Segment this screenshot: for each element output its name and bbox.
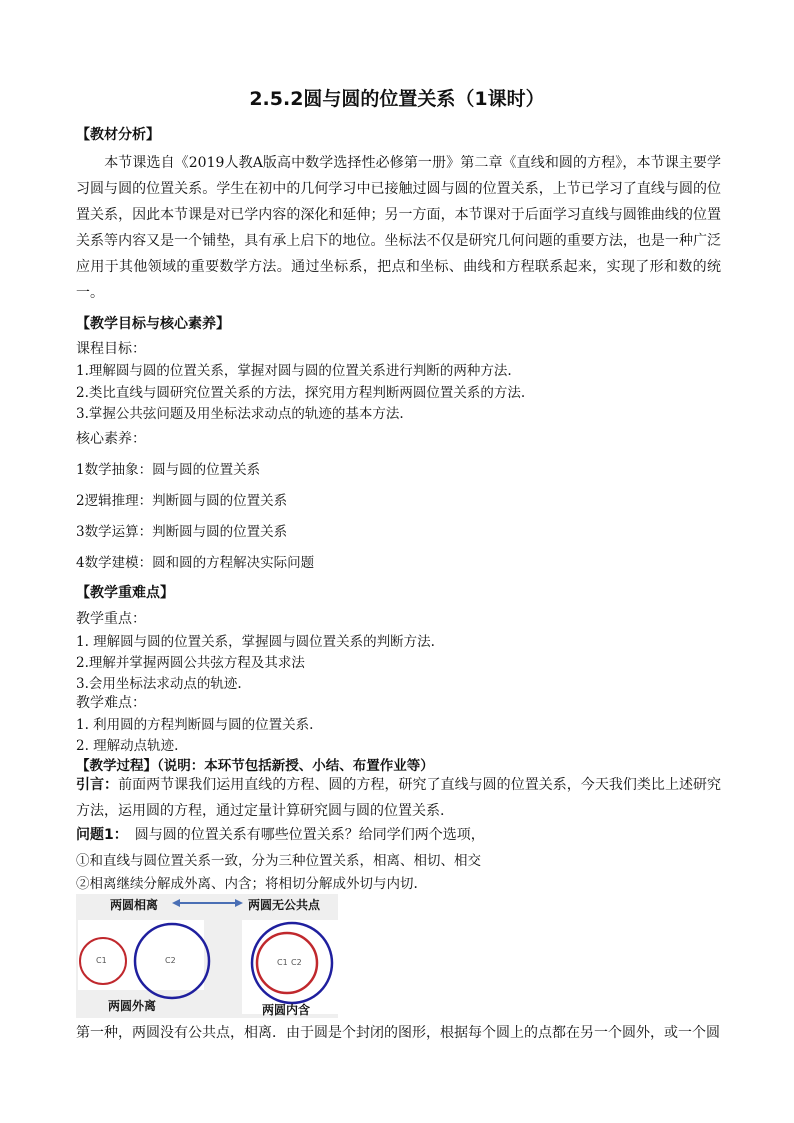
- difficult-points-label: 教学难点：: [76, 695, 146, 711]
- arrow-head-right: [235, 899, 243, 907]
- intro-text: 前面两节课我们运用直线的方程、圆的方程，研究了直线与圆的位置关系，今天我们类比上述研究方法，运用圆的方程，通过定量计算研究圆与圆的位置关系.: [76, 777, 722, 819]
- center-label-c2: C2: [165, 956, 176, 965]
- option-1: ①和直线与圆位置关系一致，分为三种位置关系，相离、相切、相交: [76, 853, 481, 869]
- key-point-item: 2.理解并掌握两圆公共弦方程及其求法: [76, 655, 305, 671]
- course-goal-item: 2.类比直线与圆研究位置关系的方法，探究用方程判断两圆位置关系的方法.: [76, 385, 526, 401]
- option-2: ②相离继续分解成外离、内含；将相切分解成外切与内切.: [76, 876, 418, 892]
- core-literacy-item: 3数学运算：判断圆与圆的位置关系: [76, 524, 288, 540]
- core-literacy-item: 2逻辑推理：判断圆与圆的位置关系: [76, 493, 288, 509]
- center-label-c2-inner: C2: [291, 958, 302, 967]
- label-no-common-point: 两圆无公共点: [248, 898, 321, 912]
- section-heading-difficulty: 【教学重难点】: [76, 585, 174, 601]
- core-literacy-item: 4数学建模：圆和圆的方程解决实际问题: [76, 555, 315, 571]
- label-external: 两圆外离: [108, 999, 157, 1013]
- center-label-c1-inner: C1: [277, 958, 288, 967]
- core-literacy-label: 核心素养：: [76, 431, 146, 447]
- key-point-item: 3.会用坐标法求动点的轨迹.: [76, 676, 242, 692]
- arrow-head-left: [172, 899, 180, 907]
- section-heading-goals: 【教学目标与核心素养】: [76, 316, 230, 332]
- course-goal-item: 3.掌握公共弦问题及用坐标法求动点的轨迹的基本方法.: [76, 406, 404, 422]
- course-goals-label: 课程目标：: [76, 341, 146, 357]
- last-paragraph-line: 第一种，两圆没有公共点，相离．由于圆是个封闭的图形，根据每个圆上的点都在另一个圆外，或一个圆: [76, 1025, 720, 1041]
- question-1-text: 圆与圆的位置关系有哪些位置关系？给同学们两个选项，: [120, 827, 485, 843]
- section-heading-process: 【教学过程】（说明：本环节包括新授、小结、布置作业等）: [76, 758, 434, 774]
- label-separate: 两圆相离: [110, 898, 159, 912]
- course-goal-item: 1.理解圆与圆的位置关系，掌握对圆与圆的位置关系进行判断的两种方法.: [76, 363, 512, 379]
- label-internal: 两圆内含: [262, 1003, 311, 1017]
- section-heading-analysis: 【教材分析】: [76, 127, 160, 143]
- difficult-point-item: 2. 理解动点轨迹.: [76, 738, 179, 754]
- circle-relation-figure: [76, 894, 338, 1018]
- core-literacy-item: 1数学抽象：圆与圆的位置关系: [76, 462, 261, 478]
- center-label-c1: C1: [96, 956, 107, 965]
- key-points-label: 教学重点：: [76, 611, 146, 627]
- question-1-label: 问题1：: [76, 827, 121, 843]
- difficult-point-item: 1. 利用圆的方程判断圆与圆的位置关系.: [76, 717, 314, 733]
- question-1: [76, 824, 485, 844]
- analysis-paragraph: 本节课选自《2019人教A版高中数学选择性必修第一册》第二章《直线和圆的方程》，本节课主要学习圆与圆的位置关系。学生在初中的几何学习中已接触过圆与圆的位置关系，上节已学习了直线与圆的位置关系，因此本节课是对已学内容的深化和延伸；另一方面，本节课对于后面学习直线与圆锥曲线的位置关系等内容又是一个铺垫，具有承上启下的地位。坐标法不仅是研究几何问题的重要方法，也是一种广泛应用于其他领域的重要数学方法。通过坐标系，把点和坐标、曲线和方程联系起来，实现了形和数的统一。: [76, 155, 721, 301]
- intro-paragraph: [76, 772, 721, 824]
- key-point-item: 1. 理解圆与圆的位置关系，掌握圆与圆位置关系的判断方法.: [76, 634, 435, 650]
- intro-label: 引言：: [76, 777, 119, 793]
- page-title: 2.5.2圆与圆的位置关系（1课时）: [249, 88, 545, 110]
